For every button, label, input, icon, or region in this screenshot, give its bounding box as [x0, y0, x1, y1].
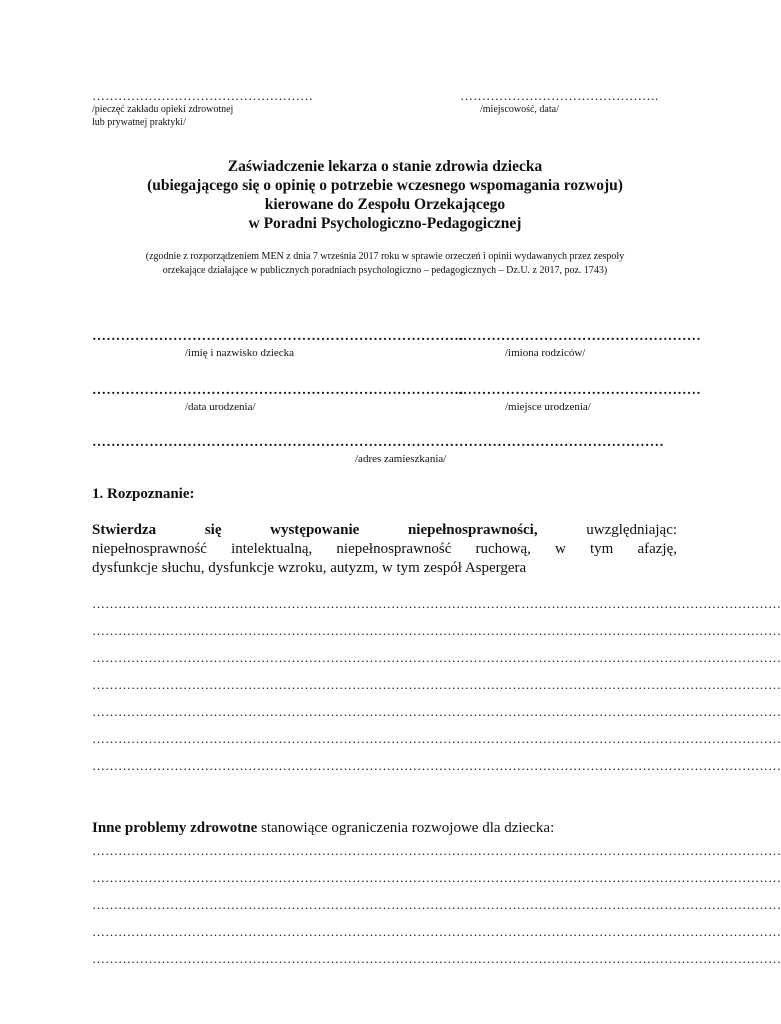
title-line-4: w Poradni Psychologiczno-Pedagogicznej	[248, 215, 522, 232]
place-date-label: /miejscowość, data/	[480, 104, 559, 115]
birth-place-field[interactable]: ……………………………………………	[458, 383, 702, 398]
diagnosis-line-3: dysfunkcje słuchu, dysfunkcje wzroku, autyzm, w tym zespół Aspergera	[92, 560, 527, 576]
stamp-label-line2: lub prywatnej praktyki/	[92, 117, 186, 128]
diagnosis-line-2: niepełnosprawność intelektualną, niepełnosprawność ruchową, w tym afazję,	[92, 541, 677, 557]
legal-line-1: (zgodnie z rozporządzeniem MEN z dnia 7 września 2017 roku w sprawie orzeczeń i opinii wydawanych przez zespoły	[145, 251, 625, 262]
title-line-2: (ubiegającego się o opinię o potrzebie wczesnego wspomagania rozwoju)	[147, 177, 623, 194]
document-title	[90, 157, 680, 233]
other-health-problems-heading	[92, 820, 554, 837]
diagnosis-line-1-rest: uwzględniając:	[586, 522, 678, 538]
diagnosis-line-field[interactable]: ……………………………………………………………………………………………………………………………………………	[92, 596, 781, 611]
child-name-label: /imię i nazwisko dziecka	[185, 347, 295, 359]
stamp-dots[interactable]: ……………………………………………	[92, 88, 313, 103]
diagnosis-line-field[interactable]: ……………………………………………………………………………………………………………………………………………	[92, 731, 781, 746]
diagnosis-line-field[interactable]: ……………………………………………………………………………………………………………………………………………	[92, 677, 781, 692]
address-label: /adres zamieszkania/	[355, 453, 447, 465]
parents-name-label: /imiona rodziców/	[505, 347, 586, 359]
address-field[interactable]: …………………………………………………………………………………………………………	[92, 435, 664, 450]
other-problems-line-field[interactable]: ……………………………………………………………………………………………………………………………………………	[92, 924, 781, 939]
bold-word-3: występowanie	[270, 522, 360, 538]
other-health-rest: stanowiące ograniczenia rozwojowe dla dziecka:	[257, 820, 555, 836]
other-health-bold: Inne problemy zdrowotne	[92, 820, 258, 836]
birth-place-label: /miejsce urodzenia/	[505, 401, 591, 413]
diagnosis-line-1	[92, 521, 677, 540]
place-date-dots[interactable]: ……………………………………….	[460, 88, 659, 103]
bold-word-1: Stwierdza	[92, 522, 157, 538]
other-problems-line-field[interactable]: ……………………………………………………………………………………………………………………………………………	[92, 951, 781, 966]
diagnosis-statement	[92, 521, 677, 578]
birth-date-field[interactable]: ……………………………………………………………………	[92, 383, 464, 398]
stamp-label-line1: /pieczęć zakładu opieki zdrowotnej	[92, 104, 234, 115]
diagnosis-line-field[interactable]: ……………………………………………………………………………………………………………………………………………	[92, 758, 781, 773]
section-diagnosis-heading: 1. Rozpoznanie:	[92, 486, 195, 502]
diagnosis-line-field[interactable]: ……………………………………………………………………………………………………………………………………………	[92, 623, 781, 638]
other-problems-line-field[interactable]: ……………………………………………………………………………………………………………………………………………	[92, 897, 781, 912]
other-problems-line-field[interactable]: ……………………………………………………………………………………………………………………………………………	[92, 870, 781, 885]
legal-line-2: orzekające działające w publicznych poradniach psychologiczno – pedagogicznych – Dz.U. z 2017, poz. 1743)	[162, 265, 608, 276]
bold-word-4: niepełnosprawności,	[407, 522, 538, 538]
other-problems-line-field[interactable]: ……………………………………………………………………………………………………………………………………………	[92, 843, 781, 858]
birth-date-label: /data urodzenia/	[185, 401, 256, 413]
diagnosis-line-field[interactable]: ……………………………………………………………………………………………………………………………………………	[92, 650, 781, 665]
diagnosis-line-field[interactable]: ……………………………………………………………………………………………………………………………………………	[92, 704, 781, 719]
legal-basis	[92, 250, 678, 278]
bold-word-2: się	[204, 522, 222, 538]
title-line-3: kierowane do Zespołu Orzekającego	[264, 196, 506, 213]
child-name-field[interactable]: ……………………………………………………………………	[92, 329, 464, 344]
parents-name-field[interactable]: ……………………………………………	[458, 329, 702, 344]
title-line-1: Zaświadczenie lekarza o stanie zdrowia dziecka	[227, 158, 543, 175]
